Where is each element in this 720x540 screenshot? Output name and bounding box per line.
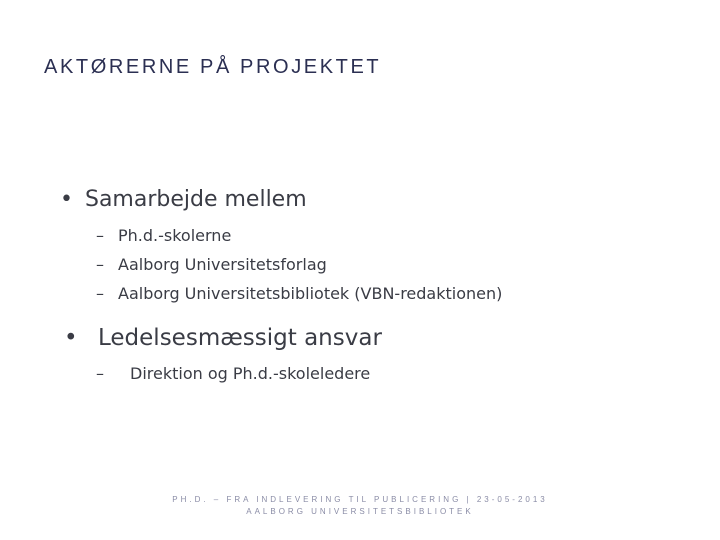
dash-marker: –	[96, 364, 104, 383]
subitem-text: Aalborg Universitetsbibliotek (VBN-redaktionen)	[118, 284, 503, 303]
footer-line-1: PH.D. – FRA INDLEVERING TIL PUBLICERING | 23-05-2013	[172, 495, 548, 504]
bullet-ledelse	[64, 325, 382, 351]
slide-title: AKTØRERNE PÅ PROJEKTET	[44, 56, 382, 78]
footer-line-2: AALBORG UNIVERSITETSBIBLIOTEK	[246, 507, 474, 516]
bullet-text: Samarbejde mellem	[84, 187, 307, 212]
subitem-text: Ph.d.-skolerne	[118, 226, 232, 245]
dash-marker: –	[96, 284, 104, 303]
dash-marker: –	[96, 255, 104, 274]
subitem-phd-skolerne	[96, 226, 231, 245]
bullet-marker: •	[64, 325, 78, 351]
dash-marker: –	[96, 226, 104, 245]
subitem-universitetsbibliotek	[96, 284, 502, 303]
subitem-direktion	[96, 364, 370, 383]
subitem-text: Direktion og Ph.d.-skoleledere	[130, 364, 371, 383]
subitem-universitetsforlag	[96, 255, 327, 274]
bullet-text: Ledelsesmæssigt ansvar	[98, 325, 382, 351]
bullet-marker: •	[60, 187, 73, 212]
bullet-samarbejde	[60, 187, 307, 212]
subitem-text: Aalborg Universitetsforlag	[118, 255, 327, 274]
